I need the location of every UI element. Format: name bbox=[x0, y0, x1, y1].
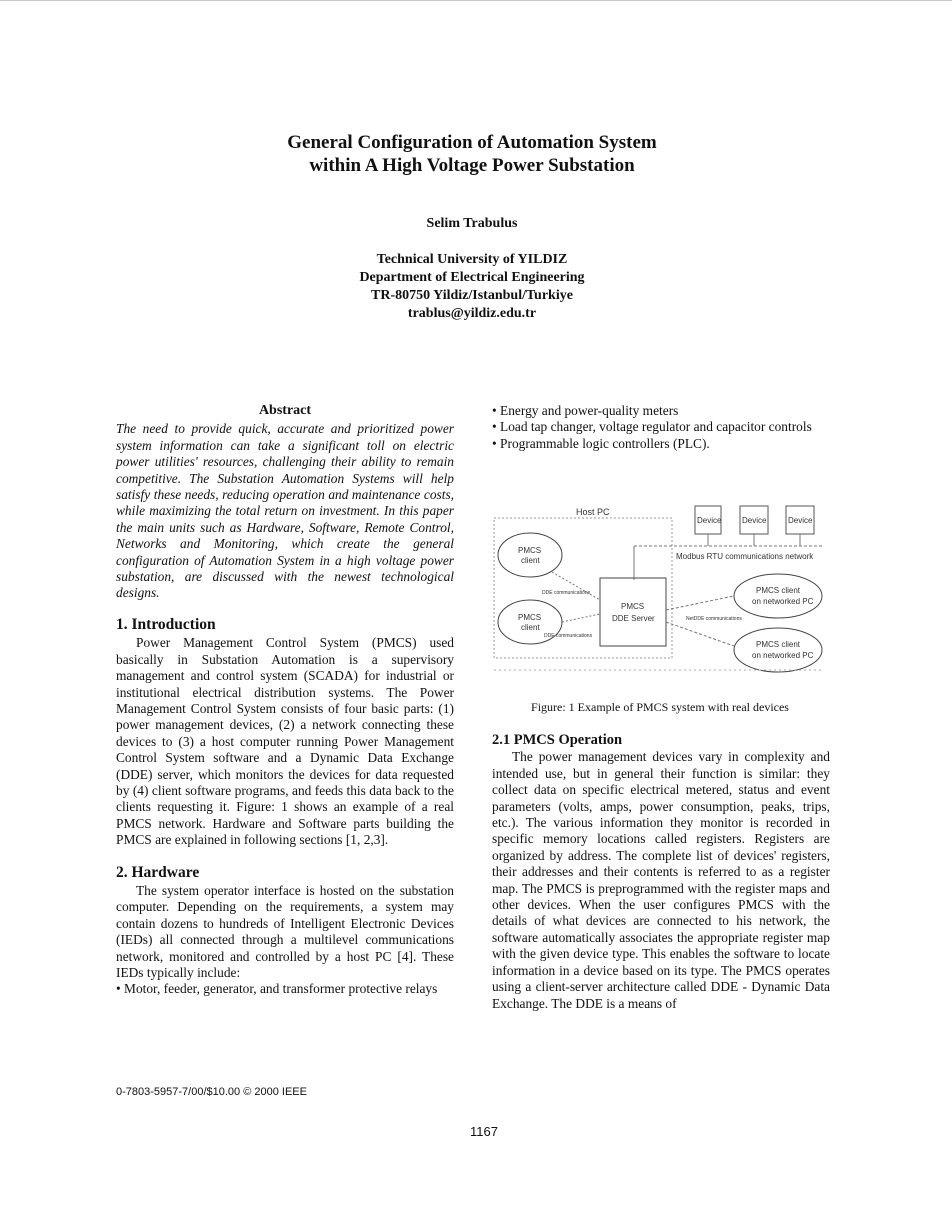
copyright-footer: 0-7803-5957-7/00/$10.00 © 2000 IEEE bbox=[116, 1086, 307, 1098]
abstract-text: The need to provide quick, accurate and prioritized power system information can take a significant toll on electric power utilities' resources, challenging their ability to remain competitive. The Substation Automation Systems will help satisfy these needs, reducing operation and maintenance costs, while maximizing the total return on investment. In this paper the main units such as Hardware, Software, Remote Control, Networks and Monitoring, which create the general configuration of Automation System in a high voltage power substation, are discussed with the newest technological designs. bbox=[116, 421, 454, 601]
pmcs-client-2-line2: client bbox=[521, 623, 540, 632]
networked-client-1-line2: on networked PC bbox=[752, 597, 814, 606]
right-column-bullets bbox=[492, 403, 830, 452]
section-hardware-text: The system operator interface is hosted on the substation computer. Depending on the requirements, a system may contain dozens to hundreds of Intelligent Electronic Devices (IEDs) all connected through a multilevel communications network, monitored and controlled by a host PC [4]. These IEDs typically include: bbox=[116, 882, 454, 980]
section-pmcs-operation-heading: 2.1 PMCS Operation bbox=[492, 732, 623, 748]
dde-server-line1: PMCS bbox=[621, 602, 645, 611]
netdde-link-1 bbox=[666, 596, 734, 610]
networked-client-2-line2: on networked PC bbox=[752, 651, 814, 660]
hardware-bullet-relays: • Motor, feeder, generator, and transformer protective relays bbox=[116, 981, 438, 997]
host-pc-label: Host PC bbox=[576, 507, 610, 517]
networked-client-1-line1: PMCS client bbox=[756, 586, 801, 595]
dde-comm-label-1: DDE communications bbox=[542, 590, 591, 596]
dde-comm-label-2: DDE communications bbox=[544, 633, 593, 639]
left-column bbox=[116, 403, 454, 998]
bullet-energy-meters: • Energy and power-quality meters bbox=[492, 403, 679, 418]
paper-title-line2: within A High Voltage Power Substation bbox=[309, 155, 635, 176]
section-introduction-heading: 1. Introduction bbox=[116, 615, 216, 633]
device-label-1: Device bbox=[697, 516, 722, 525]
bullet-plc: • Programmable logic controllers (PLC). bbox=[492, 435, 710, 451]
affiliation-university: Technical University of YILDIZ bbox=[376, 252, 568, 267]
device-label-2: Device bbox=[742, 516, 767, 525]
section-hardware-heading: 2. Hardware bbox=[116, 863, 200, 881]
section-introduction-text: Power Management Control System (PMCS) used basically in Substation Automation is a supervisory management and control system (SCADA) for industrial or institutional electrical distribution systems. The Power Management Control System consists of four basic parts: (1) power management devices, (2) a network connecting these devices to (3) a host computer running Power Management Control System software and a Dynamic Data Exchange (DDE) server, which monitors the devices for data requested by (4) client software programs, and feeds this data back to the clients requesting it. Figure: 1 shows an example of a real PMCS network. Hardware and Software parts building the PMCS are explained in following sections [1, 2,3]. bbox=[116, 635, 454, 848]
figure-caption: Figure: 1 Example of PMCS system with real devices bbox=[531, 700, 789, 714]
page-number: 1167 bbox=[470, 1124, 498, 1139]
author-name: Selim Trabulus bbox=[426, 216, 518, 231]
affiliation-department: Department of Electrical Engineering bbox=[359, 270, 585, 285]
pmcs-system-figure bbox=[490, 500, 830, 690]
pmcs-client-2-line1: PMCS bbox=[518, 613, 542, 622]
section-pmcs-operation-text: The power management devices vary in complexity and intended use, but in general their function is similar: they collect data on specific electrical metered, status and event parameters (volts, amps, power consumption, peaks, trips, etc.). The various information they monitor is recorded in specific memory locations called registers. Registers are organized by address. The complete list of devices' registers, their addresses and their contents is referred to as a register map. The PMCS is preprogrammed with the register maps and other devices. When the user configures PMCS with the details of what devices are connected to his network, the software automatically associates the appropriate register map with the given device type. This enables the software to locate information in a device based on its type. The PMCS operates using a client-server architecture called DDE - Dynamic Data Exchange. The DDE is a means of bbox=[492, 749, 830, 1011]
affiliation-address: TR-80750 Yildiz/Istanbul/Turkiye bbox=[371, 288, 573, 303]
networked-client-ellipse-1 bbox=[734, 574, 822, 618]
pmcs-client-1-line2: client bbox=[521, 556, 540, 565]
paper-title-line1: General Configuration of Automation System bbox=[287, 132, 657, 153]
page-top-rule bbox=[0, 0, 952, 1]
modbus-label: Modbus RTU communications network bbox=[676, 552, 814, 561]
networked-client-ellipse-2 bbox=[734, 628, 822, 672]
bullet-load-tap: • Load tap changer, voltage regulator and capacitor controls bbox=[492, 419, 812, 435]
right-column-pmcs-operation bbox=[492, 732, 830, 1012]
device-label-3: Device bbox=[788, 516, 813, 525]
dde-server-box bbox=[600, 578, 666, 646]
dde-server-line2: DDE Server bbox=[612, 614, 655, 623]
netdde-comm-label: NetDDE communications bbox=[686, 616, 742, 622]
dde-link-2 bbox=[562, 614, 600, 622]
pmcs-diagram bbox=[490, 500, 830, 690]
pmcs-client-ellipse-1 bbox=[498, 533, 562, 577]
author-email[interactable]: trablus@yildiz.edu.tr bbox=[407, 306, 537, 321]
abstract-heading: Abstract bbox=[258, 403, 312, 418]
networked-client-2-line1: PMCS client bbox=[756, 640, 801, 649]
netdde-link-2 bbox=[666, 622, 734, 646]
pmcs-client-1-line1: PMCS bbox=[518, 546, 542, 555]
